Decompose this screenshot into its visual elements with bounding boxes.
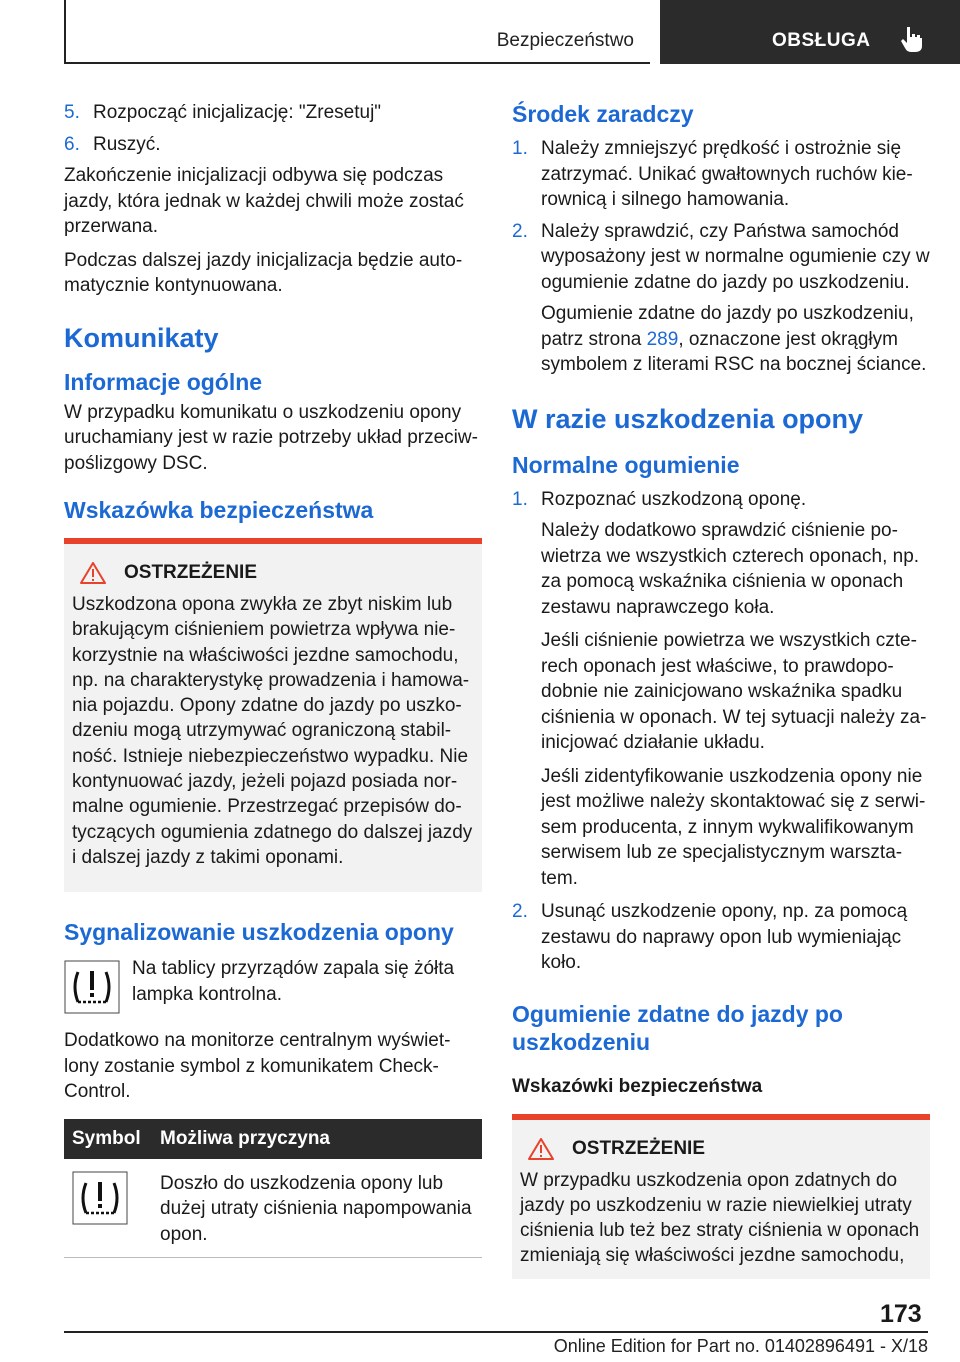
paragraph-monitor: Dodatkowo na monitorze centralnym wyświet-lony zostanie symbol z komunikatem Check-Control. xyxy=(64,1030,451,1103)
table-header-symbol: Symbol xyxy=(64,1119,152,1159)
list-number: 2. xyxy=(512,220,528,242)
page-number: 173 xyxy=(880,1300,922,1328)
list-text: Należy zmniejszyć prędkość i ostrożnie się zatrzymać. Unikać gwałtownych ruchów kie-rownicą i silnego hamowania. xyxy=(541,138,913,210)
list-item xyxy=(512,136,930,213)
warning-box xyxy=(512,1114,930,1279)
footer-edition: Online Edition for Part no. 01402896491 - X/18 xyxy=(553,1336,928,1356)
paragraph-init-end: Zakończenie inicjalizacji odbywa się podczas jazdy, która jednak w każdej chwili może zostać przerwana. xyxy=(64,165,464,237)
heading-messages: Komunikaty xyxy=(64,322,219,353)
signal-row xyxy=(64,956,482,1014)
list-number: 1. xyxy=(512,138,528,159)
warning-title-text: OSTRZEŻENIE xyxy=(124,562,258,583)
table-cell-symbol xyxy=(64,1159,152,1258)
heading-normal-tires: Normalne ogumienie xyxy=(512,451,740,478)
left-column xyxy=(64,100,482,1258)
heading-run-flat-tires: Ogumienie zdatne do jazdy po uszkodzeniu xyxy=(512,1000,843,1055)
paragraph-contact-service: Jeśli zidentyfikowanie uszkodzenia opony nie jest możliwe należy skontaktować się z serwi-sem producenta, z innym wykwalifikowanym serwisem lub ze specjalistycznym warszta-tem. xyxy=(541,765,926,889)
list-number: 5. xyxy=(64,102,80,123)
rsc-ref-text-b: , oznaczone jest okrągłym symbolem z literami RSC na bocznej ściance. xyxy=(541,328,927,375)
paragraph-general-info: W przypadku komunikatu o uszkodzeniu opony uruchamiany jest w razie potrzeby układ przeciw-poślizgowy DSC. xyxy=(64,401,478,474)
header-chapter-tab[interactable] xyxy=(660,0,960,64)
paragraph-rsc-ref xyxy=(512,301,930,378)
list-text: Należy sprawdzić, czy Państwa samochód wyposażony jest w normalne ogumienie czy w ogumienie zdatne do jazdy po uszkodzeniu. xyxy=(541,220,930,293)
list-text: Ruszyć. xyxy=(93,133,161,155)
page-link-289[interactable]: 289 xyxy=(646,328,679,350)
warning-text: W przypadku uszkodzenia opon zdatnych do jazdy po uszkodzeniu w razie niewielkiej utraty ciśnienia lub też bez straty ciśnienia w oponach zmieniają się właściwości jezdne samochodu, xyxy=(520,1169,920,1267)
hand-pointer-icon xyxy=(898,24,926,54)
tire-pressure-warning-icon xyxy=(72,1171,128,1225)
list-text: Rozpoznać uszkodzoną oponę. xyxy=(541,488,807,510)
list-item xyxy=(512,487,930,513)
table-cell-cause: Doszło do uszkodzenia opony lub dużej utraty ciśnienia napompowania opon. xyxy=(152,1159,482,1258)
signal-text: Na tablicy przyrządów zapala się żółta lampka kontrolna. xyxy=(132,958,455,1005)
tire-pressure-warning-icon xyxy=(64,960,120,1014)
list-item xyxy=(64,100,482,126)
list-item xyxy=(512,219,930,296)
warning-title xyxy=(72,562,474,584)
heading-remedy: Środek zaradczy xyxy=(512,101,694,127)
header-rule xyxy=(64,62,650,64)
right-column xyxy=(512,100,930,1295)
heading-safety-notes: Wskazówki bezpieczeństwa xyxy=(512,1075,763,1097)
list-text: Rozpocząć inicjalizację: "Zresetuj" xyxy=(93,102,382,123)
list-number: 2. xyxy=(512,901,528,922)
paragraph-init-continue: Podczas dalszej jazdy inicjalizacja będzie auto-matycznie kontynuowana. xyxy=(64,249,463,296)
list-text: Usunąć uszkodzenie opony, np. za pomocą zestawu do naprawy opon lub wymieniając koło. xyxy=(541,901,908,973)
rsc-ref-text-a: Ogumienie zdatne do jazdy po uszkodzeniu, patrz strona xyxy=(541,303,914,350)
list-number: 6. xyxy=(64,133,80,155)
header-chapter-label: OBSŁUGA xyxy=(772,30,871,51)
footer-rule xyxy=(64,1331,928,1333)
list-number: 1. xyxy=(512,488,528,510)
warning-title xyxy=(520,1138,922,1160)
heading-general-info: Informacje ogólne xyxy=(64,368,263,395)
heading-tire-damage: W razie uszkodzenia opony xyxy=(512,403,864,434)
list-item xyxy=(512,899,930,976)
warning-title-text: OSTRZEŻENIE xyxy=(572,1137,706,1159)
heading-tire-damage-signal: Sygnalizowanie uszkodzenia opony xyxy=(64,919,454,946)
warning-text: Uszkodzona opona zwykła ze zbyt niskim lub brakującym ciśnieniem powietrza wpływa nie-korzystnie na właściwości jezdne samochodu, np. na charakterystykę prowadzenia i hamowa-nia pojazdu. Opony zdatne do jazdy po uszko-dzeniu mogą utrzymywać ograniczoną stabil-ność. Istnieje niebezpieczeństwo wypadku. Nie kontynuować jazdy, jeżeli pojazd posiada nor-malne ogumienie. Przestrzegać przepisów do-tyczących ogumienia zdatnego do dalszej jazdy i dalszej jazdy z takimi oponami. xyxy=(72,594,473,868)
table-row xyxy=(64,1159,482,1258)
symbol-table xyxy=(64,1119,482,1259)
warning-triangle-icon xyxy=(80,562,106,584)
heading-safety-note: Wskazówka bezpieczeństwa xyxy=(64,497,374,523)
list-item xyxy=(64,132,482,158)
header-section-title: Bezpieczeństwo xyxy=(496,30,634,51)
paragraph-check-pressure: Należy dodatkowo sprawdzić ciśnienie po-wietrza we wszystkich czterech oponach, np. za pomocą wskaźnika ciśnienia w oponach zestawu naprawczego koła. xyxy=(541,520,920,618)
warning-box xyxy=(64,538,482,892)
paragraph-init-indicator: Jeśli ciśnienie powietrza we wszystkich czte-rech oponach jest właściwe, to prawdopo-dobnie nie zainicjowano wskaźnika spadku ciśnienia w oponach. W tej sytuacji należy za-inicjować działanie układu. xyxy=(541,630,927,753)
table-header-cause: Możliwa przyczyna xyxy=(152,1119,482,1159)
warning-triangle-icon xyxy=(528,1138,554,1160)
